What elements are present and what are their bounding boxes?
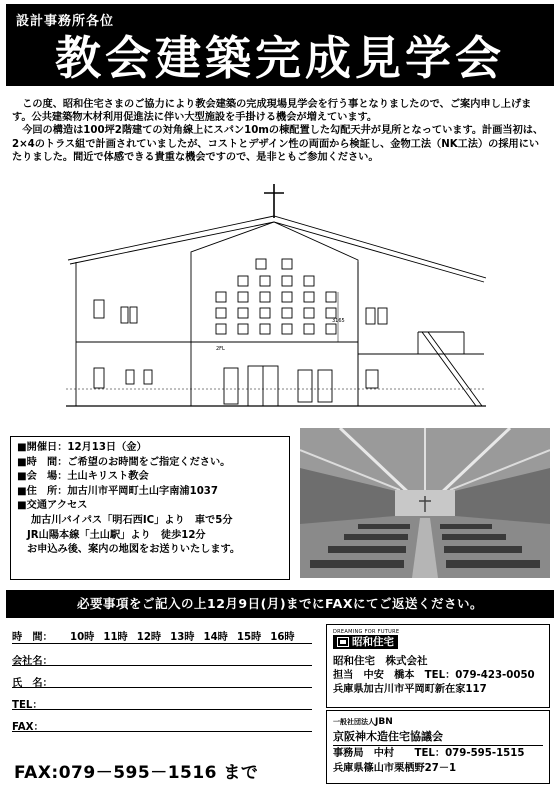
org-contact-person: 事務局 中村 TEL：079-595-1515 xyxy=(333,748,525,759)
info-access-car: 加古川バイパス「明石西IC」より 車で5分 xyxy=(31,514,233,526)
info-access-title: ■交通アクセス xyxy=(17,500,88,512)
info-date: ■開催日：12月13日（金） xyxy=(17,442,147,453)
org-prefix: 一般社団法人 xyxy=(333,718,375,726)
info-access-train: JR山陽本線「土山駅」より 徒歩12分 xyxy=(27,529,206,541)
contact-address: 兵庫県加古川市平岡町新在家117 xyxy=(333,684,487,695)
time-option[interactable]: 15時 xyxy=(236,632,262,643)
fax-number: FAX:079－595－1516 まで xyxy=(14,763,259,783)
org-name: 京阪神木造住宅協議会 xyxy=(333,730,543,747)
house-logo-icon xyxy=(337,637,349,647)
intro-paragraph-1: この度、昭和住宅さまのご協力により教会建築の完成現場見学会を行う事となりましたので、ご案内申し上げます。公共建築物木材利用促進法に伴い大型施設を手掛ける機会が増えています。 xyxy=(12,99,532,124)
form-time-row xyxy=(12,628,312,644)
contact-company: 昭和住宅 株式会社 xyxy=(333,655,428,667)
info-access-note: お申込み後、案内の地図をお送りいたします。 xyxy=(27,544,241,556)
time-option[interactable]: 13時 xyxy=(170,632,195,643)
header-banner xyxy=(6,4,554,86)
tel-field[interactable]: TEL： xyxy=(12,688,312,710)
contact-person: 担当 中安 橋本 TEL：079-423-0050 xyxy=(333,669,535,681)
logo-text: 昭和住宅 xyxy=(352,635,394,648)
logo-tagline: DREAMING FOR FUTURE xyxy=(333,629,400,635)
org-address: 兵庫県篠山市栗栖野27－1 xyxy=(333,762,457,774)
name-field[interactable]: 氏 名： xyxy=(12,666,312,688)
fax-reply-form xyxy=(12,628,312,732)
intro-paragraph-2: 今回の構造は100坪2階建ての対角線上にスパン10mの棟配置した勾配天井が見所となっています。計画当初は、2×4のトラス組で計画されていましたが、コストとデザイン性の両面から検証し、金物工法（NK工法）の採用にいたりました。間近で体感できる貴重な機会ですので、是非ともご参加ください。 xyxy=(12,125,544,163)
showa-logo xyxy=(333,635,398,649)
return-instruction-banner: 必要事項をご記入の上12月9日(月)までにFAXにてご返送ください。 xyxy=(6,590,554,618)
time-option[interactable]: 11時 xyxy=(103,632,128,643)
org-tag xyxy=(333,715,543,730)
fax-field[interactable]: FAX： xyxy=(12,710,312,732)
dimension-label: 3165 xyxy=(332,318,345,324)
form-time-label: 時 間： xyxy=(12,632,53,643)
time-option[interactable]: 14時 xyxy=(203,632,228,643)
time-option[interactable]: 12時 xyxy=(136,632,162,643)
event-info-box xyxy=(10,436,290,580)
contact-box-showa xyxy=(326,624,550,708)
intro-text xyxy=(12,98,548,164)
info-address: ■住 所：加古川市平岡町土山字南浦1037 xyxy=(17,485,218,497)
time-option[interactable]: 16時 xyxy=(270,632,295,643)
floor-level-label: 2FL xyxy=(216,346,225,352)
info-time: ■時 間：ご希望のお時間をご指定ください。 xyxy=(17,456,231,468)
info-venue: ■会 場：土山キリスト教会 xyxy=(17,471,149,483)
church-interior-photo xyxy=(300,428,550,578)
contact-box-jbn xyxy=(326,710,550,784)
page-title: 教会建築完成見学会 xyxy=(55,31,505,85)
org-brand: JBN xyxy=(375,717,393,727)
company-field[interactable]: 会社名： xyxy=(12,644,312,666)
church-elevation-drawing xyxy=(66,182,486,410)
time-option[interactable]: 10時 xyxy=(70,632,95,643)
header-subtitle: 設計事務所各位 xyxy=(16,14,115,29)
